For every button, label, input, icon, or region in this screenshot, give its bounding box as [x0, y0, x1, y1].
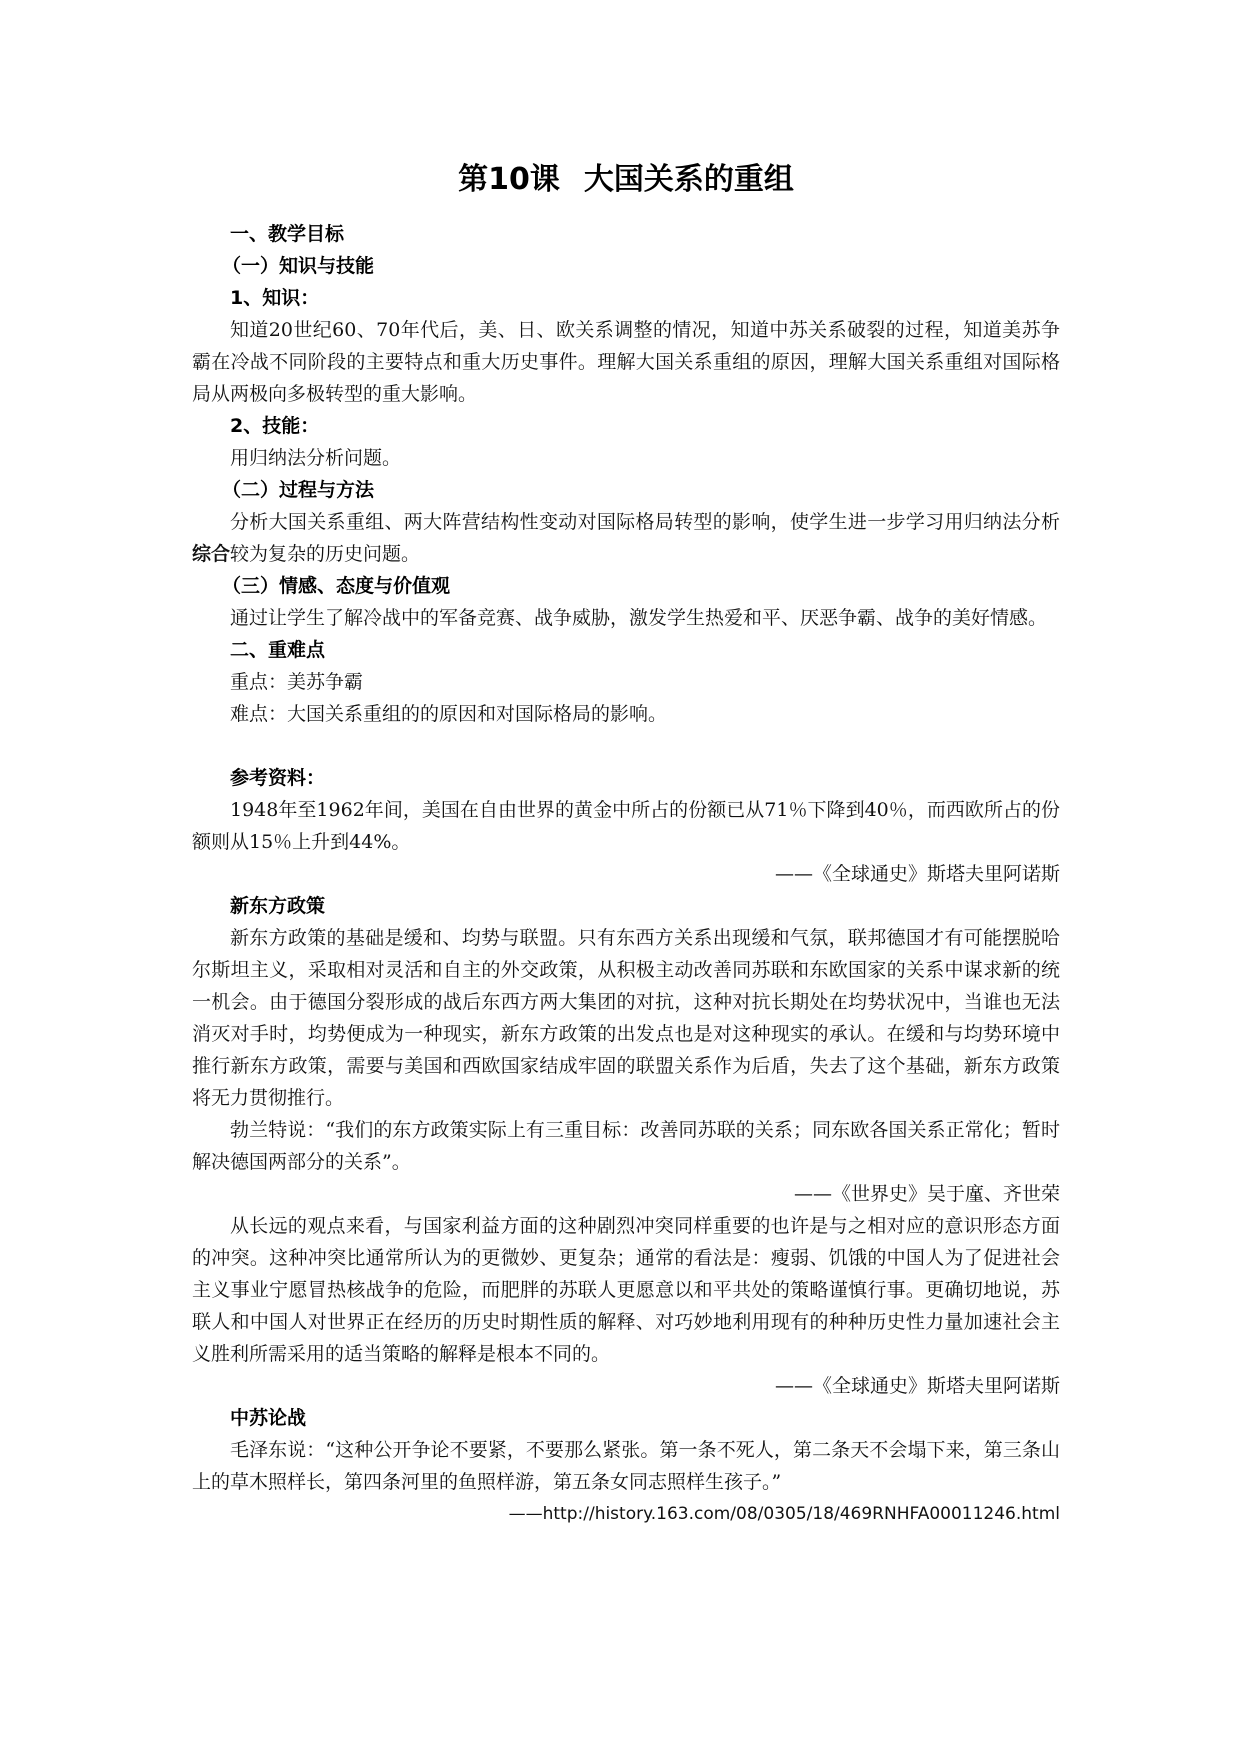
- process-method-text: [192, 506, 1060, 570]
- lesson-number: 第10课: [458, 162, 560, 197]
- knowledge-skill-heading: （一）知识与技能: [222, 255, 375, 277]
- emotion-heading: （三）情感、态度与价值观: [222, 575, 451, 597]
- lesson-name: 大国关系的重组: [583, 162, 794, 197]
- key-point: 重点：美苏争霸: [230, 671, 364, 693]
- process-text-bold: 综合: [192, 543, 231, 565]
- knowledge-text: 知道20世纪60、70年代后，美、日、欧关系调整的情况，知道中苏关系破裂的过程，知道美苏争霸在冷战不同阶段的主要特点和重大历史事件。理解大国关系重组的原因，理解大国关系重组对国际格局从两极向多极转型的重大影响。: [192, 319, 1060, 405]
- ostpolitik-text: 新东方政策的基础是缓和、均势与联盟。只有东西方关系出现缓和气氛，联邦德国才有可能摆脱哈尔斯坦主义，采取相对灵活和自主的外交政策，从积极主动改善同苏联和东欧国家的关系中谋求新的统一机会。由于德国分裂形成的战后东西方两大集团的对抗，这种对抗长期处在均势状况中，当谁也无法消灭对手时，均势便成为一种现实，新东方政策的出发点也是对这种现实的承认。在缓和与均势环境中推行新东方政策，需要与美国和西欧国家结成牢固的联盟关系作为后盾，失去了这个基础，新东方政策将无力贯彻推行。: [192, 927, 1060, 1109]
- references-heading: 参考资料：: [230, 767, 326, 789]
- polemic-text: 毛泽东说：“这种公开争论不要紧，不要那么紧张。第一条不死人，第二条天不会塌下来，第三条山上的草木照样长，第四条河里的鱼照样游，第五条女同志照样生孩子。”: [192, 1439, 1060, 1493]
- gold-share-text: 1948年至1962年间，美国在自由世界的黄金中所占的份额已从71％下降到40％，而西欧所占的份额则从15％上升到44%。: [192, 799, 1060, 853]
- ideology-source: ——《全球通史》斯塔夫里阿诺斯: [774, 1375, 1060, 1397]
- polemic-source-link: ——http://history.163.com/08/0305/18/469RNHFA00011246.html: [508, 1504, 1060, 1524]
- spacer: [192, 730, 1060, 762]
- objectives-heading: 一、教学目标: [230, 223, 345, 245]
- ideology-text: 从长远的观点来看，与国家利益方面的这种剧烈冲突同样重要的也许是与之相对应的意识形态方面的冲突。这种冲突比通常所认为的更微妙、更复杂；通常的看法是：瘦弱、饥饿的中国人为了促进社会主义事业宁愿冒热核战争的危险，而肥胖的苏联人更愿意以和平共处的策略谨慎行事。更确切地说，苏联人和中国人对世界正在经历的历史时期性质的解释、对巧妙地利用现有的种种历史性力量加速社会主义胜利所需采用的适当策略的解释是根本不同的。: [192, 1215, 1060, 1365]
- process-method-heading: （二）过程与方法: [222, 479, 375, 501]
- polemic-heading: 中苏论战: [230, 1407, 307, 1429]
- emotion-text: 通过让学生了解冷战中的军备竞赛、战争威胁，激发学生热爱和平、厌恶争霸、战争的美好情感。: [230, 607, 1048, 629]
- process-text-after: 较为复杂的历史问题。: [230, 543, 421, 565]
- document-body: [192, 218, 1060, 1530]
- difficult-point: 难点：大国关系重组的的原因和对国际格局的影响。: [230, 703, 668, 725]
- skill-text: 用归纳法分析问题。: [230, 447, 402, 469]
- page-title: [192, 160, 1060, 200]
- skill-label: 2、技能：: [230, 415, 320, 437]
- key-points-heading: 二、重难点: [230, 639, 326, 661]
- ostpolitik-source: ——《世界史》吴于廑、齐世荣: [793, 1183, 1060, 1205]
- process-text-before: 分析大国关系重组、两大阵营结构性变动对国际格局转型的影响，使学生进一步学习用归纳法分析: [230, 511, 1060, 533]
- gold-share-source: ——《全球通史》斯塔夫里阿诺斯: [774, 863, 1060, 885]
- brandt-quote: 勃兰特说：“我们的东方政策实际上有三重目标：改善同苏联的关系；同东欧各国关系正常化；暂时解决德国两部分的关系”。: [192, 1119, 1060, 1173]
- ostpolitik-heading: 新东方政策: [230, 895, 326, 917]
- knowledge-label: 1、知识：: [230, 287, 320, 309]
